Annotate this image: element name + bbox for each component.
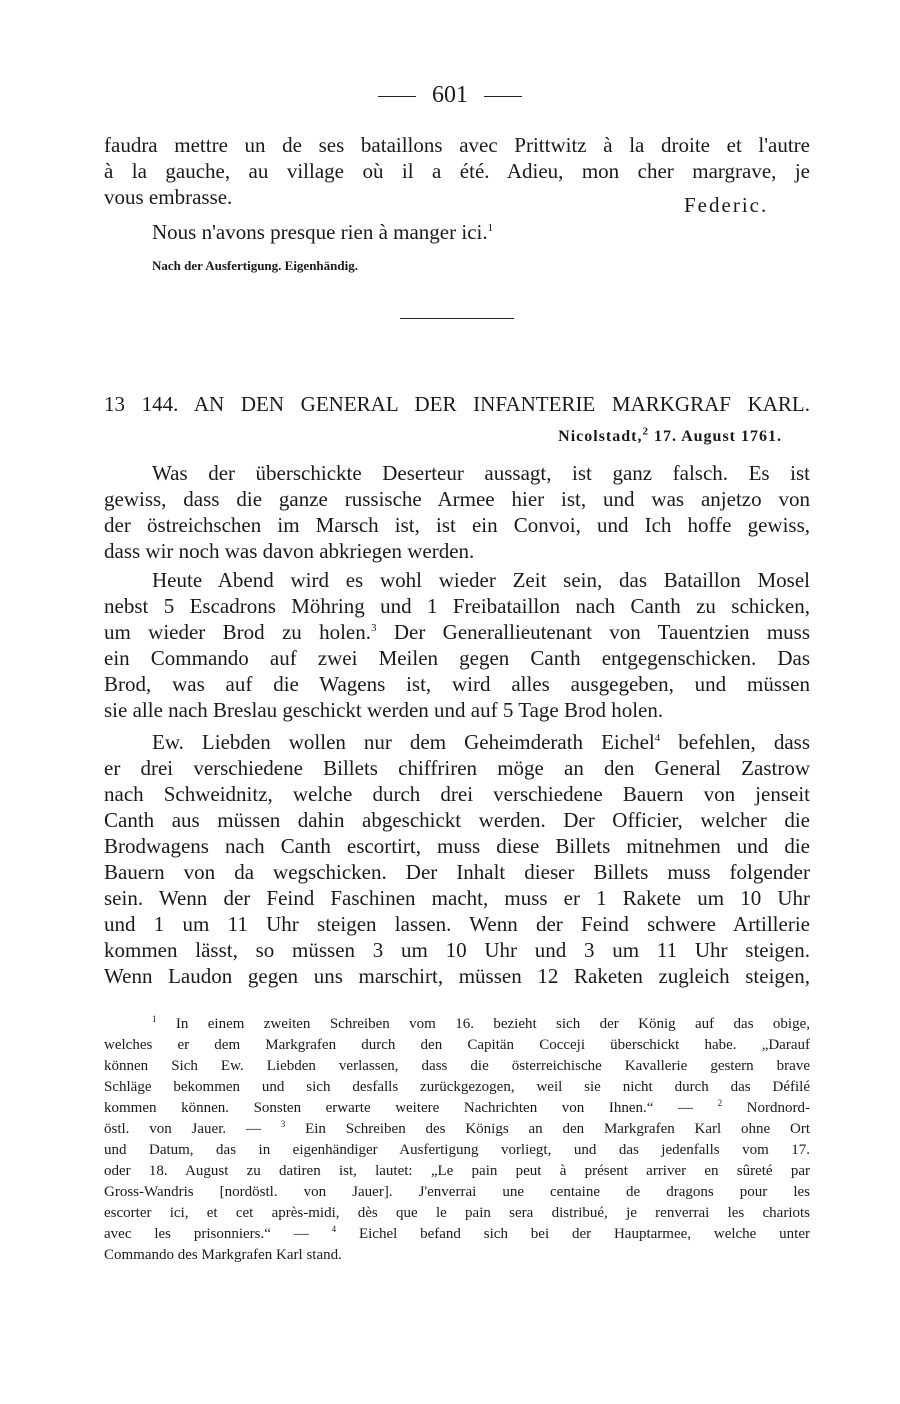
- dateline-place: Nicolstadt,: [558, 428, 643, 445]
- text-line: sie alle nach Breslau geschickt werden und auf 5 Tage Brod holen.: [104, 698, 664, 722]
- page-number-dash-right: [484, 96, 522, 97]
- footnote-marker: 1: [487, 222, 494, 234]
- text-line: sein. Wenn der Feind Faschinen macht, muss er 1 Rakete um 10 Uhr: [104, 886, 810, 910]
- footnote-marker: 4: [331, 1224, 337, 1234]
- text-line: Brodwagens nach Canth escortirt, muss diese Billets mitnehmen und die: [104, 834, 810, 858]
- text-line: dass wir noch was davon abkriegen werden.: [104, 539, 475, 563]
- footnote-line: Gross-Wandris [nordöstl. von Jauer]. J'enverrai une centaine de dragons pour les: [104, 1184, 810, 1200]
- text-line: er drei verschiedene Billets chiffriren möge an den General Zastrow: [104, 756, 810, 780]
- postscript-text: Nous n'avons presque rien à manger ici.: [152, 220, 488, 244]
- text-line: gewiss, dass die ganze russische Armee hier ist, und was anjetzo von: [104, 487, 810, 511]
- footnote-marker: 2: [717, 1098, 723, 1108]
- text-line: faudra mettre un de ses bataillons avec Prittwitz à la droite et l'autre: [104, 133, 810, 157]
- footnote-line: können Sich Ew. Liebden verlassen, dass die österreichische Kavallerie gestern brave: [104, 1058, 810, 1074]
- text-segment: In einem zweiten Schreiben vom 16. bezieht sich der König auf das obige,: [156, 1016, 810, 1032]
- footnote-marker: 4: [654, 732, 661, 744]
- text-line: Was der überschickte Deserteur aussagt, ist ganz falsch. Es ist: [152, 461, 810, 485]
- text-segment: Der Generallieutenant von Tauentzien muss: [376, 620, 810, 644]
- footnote-line: [104, 1224, 810, 1245]
- text-line: [104, 619, 810, 645]
- footnote-line: oder 18. August zu datiren ist, lautet: „Le pain peut à présent arriver en sûreté par: [104, 1163, 810, 1179]
- text-segment: Eichel befand sich bei der Hauptarmee, welche unter: [336, 1226, 811, 1242]
- text-segment: avec les prisonniers.“ —: [104, 1226, 332, 1242]
- text-line: [104, 729, 810, 755]
- text-segment: um wieder Brod zu holen.: [104, 620, 372, 644]
- letter-heading: 13 144. AN DEN GENERAL DER INFANTERIE MARKGRAF KARL.: [104, 392, 810, 416]
- text-segment: östl. von Jauer. —: [104, 1121, 281, 1137]
- footnote-marker: 3: [371, 622, 377, 634]
- source-note: Nach der Ausfertigung. Eigenhändig.: [152, 258, 358, 273]
- text-line: Heute Abend wird es wohl wieder Zeit sein, das Bataillon Mosel: [152, 568, 810, 592]
- signature: Federic.: [684, 193, 769, 217]
- text-line: Canth aus müssen dahin abgeschickt werden. Der Officier, welcher die: [104, 808, 810, 832]
- footnote-line: Schläge bekommen und sich desfalls zurückgezogen, weil sie nicht durch das Défilé: [104, 1079, 810, 1095]
- paragraph-1: [104, 460, 810, 564]
- text-segment: Ein Schreiben des Königs an den Markgrafen Karl ohne Ort: [285, 1121, 810, 1137]
- footnote-line: und Datum, das in eigenhändiger Ausfertigung vorliegt, und das jedenfalls vom 17.: [104, 1142, 810, 1158]
- footnote-line: welches er dem Markgrafen durch den Capitän Cocceji überschickt habe. „Darauf: [104, 1037, 810, 1053]
- text-line: vous embrasse.: [104, 185, 233, 209]
- text-line: kommen lässt, so müssen 3 um 10 Uhr und 3 um 11 Uhr steigen.: [104, 938, 810, 962]
- text-line: nebst 5 Escadrons Möhring und 1 Freibataillon nach Canth zu schicken,: [104, 594, 810, 618]
- text-line: Brod, was auf die Wagens ist, wird alles ausgegeben, und müssen: [104, 672, 810, 696]
- text-line: ein Commando auf zwei Meilen gegen Canth entgegenschicken. Das: [104, 646, 810, 670]
- text-line: der östreichschen im Marsch ist, ist ein Convoi, und Ich hoffe gewiss,: [104, 513, 810, 537]
- footnote-line: escorter ici, et cet après-midi, dès que le pain sera distribué, je renverrai les chariots: [104, 1205, 810, 1221]
- text-line: Bauern von da wegschicken. Der Inhalt dieser Billets muss folgender: [104, 860, 810, 884]
- footnote-marker: 3: [280, 1119, 286, 1129]
- footnote-marker: 1: [152, 1014, 157, 1024]
- text-line: Wenn Laudon gegen uns marschirt, müssen 12 Raketen zugleich steigen,: [104, 964, 810, 988]
- page-number-text: 601: [432, 82, 468, 108]
- paragraph-2: [104, 567, 810, 723]
- dateline-date: 17. August 1761.: [653, 428, 782, 445]
- text-line: nach Schweidnitz, welche durch drei verschiedene Bauern von jenseit: [104, 782, 810, 806]
- text-segment: befehlen, dass: [660, 730, 810, 754]
- footnote-line: Commando des Markgrafen Karl stand.: [104, 1247, 342, 1263]
- dateline: [558, 425, 782, 446]
- text-line: und 1 um 11 Uhr steigen lassen. Wenn der Feind schwere Artillerie: [104, 912, 810, 936]
- page-number-dash-left: [378, 96, 416, 97]
- footnotes: [104, 1014, 810, 1266]
- footnote-line: [104, 1014, 810, 1035]
- section-separator: [400, 318, 514, 319]
- text-segment: kommen können. Sonsten erwarte weitere Nachrichten von Ihnen.“ —: [104, 1100, 718, 1116]
- footnote-marker: 2: [642, 425, 649, 438]
- postscript: [152, 220, 493, 245]
- footnote-line: [104, 1098, 810, 1119]
- page-number: [0, 82, 900, 109]
- paragraph-3: [104, 729, 810, 989]
- text-segment: Nordnord-: [722, 1100, 810, 1116]
- footnote-line: [104, 1119, 810, 1140]
- text-line: à la gauche, au village où il a été. Adieu, mon cher margrave, je: [104, 159, 810, 183]
- text-segment: Ew. Liebden wollen nur dem Geheimderath Eichel: [152, 730, 655, 754]
